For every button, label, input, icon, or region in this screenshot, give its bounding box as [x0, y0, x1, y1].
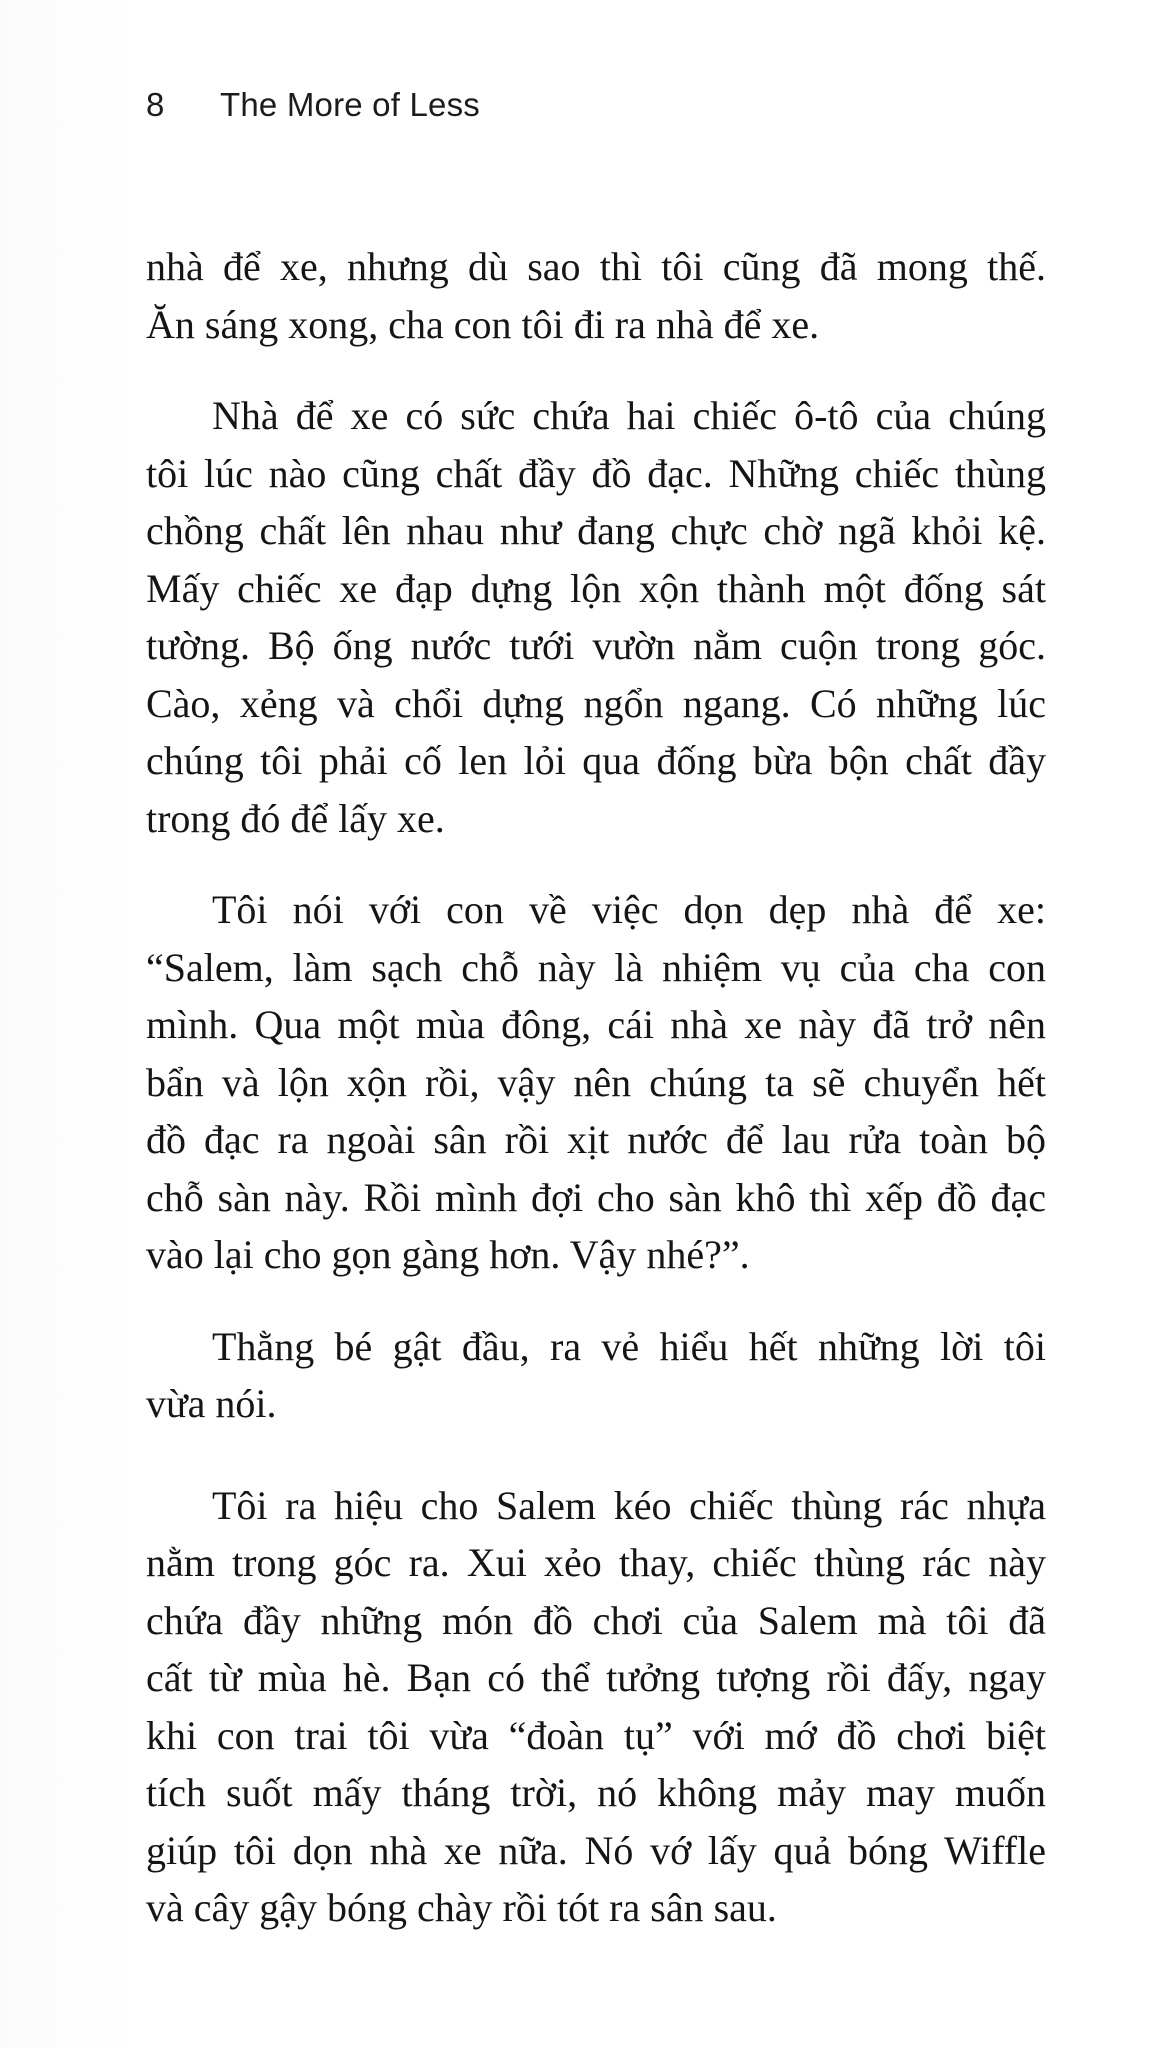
paragraph-gap: [146, 1433, 1046, 1477]
paragraph: [146, 238, 1046, 353]
paragraph-gap: [146, 1284, 1046, 1318]
paragraph: [146, 1477, 1046, 1937]
text-line: giúp tôi dọn nhà xe nữa. Nó vớ lấy quả bóng Wiffle: [146, 1827, 1046, 1873]
text-line: chứa đầy những món đồ chơi của Salem mà tôi đã: [146, 1597, 1046, 1643]
text-line: vào lại cho gọn gàng hơn. Vậy nhé?”.: [146, 1232, 750, 1277]
text-line: vừa nói.: [146, 1381, 277, 1426]
text-line: trong đó để lấy xe.: [146, 795, 445, 841]
text-line: chồng chất lên nhau như đang chực chờ ngã khỏi kệ.: [146, 508, 1046, 553]
running-head: [146, 86, 480, 124]
text-line: và cây gậy bóng chày rồi tót ra sân sau.: [146, 1885, 777, 1930]
text-line: Ăn sáng xong, cha con tôi đi ra nhà để xe.: [146, 301, 820, 347]
book-title: The More of Less: [220, 86, 480, 123]
text-line: “Salem, làm sạch chỗ này là nhiệm vụ của cha con: [146, 944, 1046, 990]
body-text: [146, 238, 1046, 1937]
text-line: tường. Bộ ống nước tưới vườn nằm cuộn trong góc.: [146, 623, 1046, 668]
text-line: Mấy chiếc xe đạp dựng lộn xộn thành một đống sát: [146, 565, 1046, 611]
text-line: cất từ mùa hè. Bạn có thể tưởng tượng rồi đấy, ngay: [146, 1655, 1046, 1700]
text-line: tích suốt mấy tháng trời, nó không mảy may muốn: [146, 1770, 1046, 1815]
text-line: chỗ sàn này. Rồi mình đợi cho sàn khô thì xếp đồ đạc: [146, 1174, 1046, 1220]
text-line: mình. Qua một mùa đông, cái nhà xe này đã trở nên: [146, 1002, 1046, 1047]
paragraph-gap: [146, 847, 1046, 881]
text-line: Thằng bé gật đầu, ra vẻ hiểu hết những lời tôi: [212, 1323, 1046, 1369]
text-line: tôi lúc nào cũng chất đầy đồ đạc. Những chiếc thùng: [146, 450, 1046, 496]
paragraph: [146, 881, 1046, 1284]
text-line: Nhà để xe có sức chứa hai chiếc ô-tô của chúng: [212, 393, 1046, 438]
text-line: khi con trai tôi vừa “đoàn tụ” với mớ đồ chơi biệt: [146, 1712, 1046, 1758]
text-line: nằm trong góc ra. Xui xẻo thay, chiếc thùng rác này: [146, 1540, 1046, 1585]
text-line: Tôi nói với con về việc dọn dẹp nhà để xe:: [212, 887, 1046, 932]
paragraph: [146, 1318, 1046, 1433]
text-line: Tôi ra hiệu cho Salem kéo chiếc thùng rác nhựa: [212, 1482, 1046, 1528]
text-line: bẩn và lộn xộn rồi, vậy nên chúng ta sẽ chuyển hết: [146, 1059, 1046, 1105]
text-line: đồ đạc ra ngoài sân rồi xịt nước để lau rửa toàn bộ: [146, 1117, 1046, 1162]
paragraph: [146, 387, 1046, 847]
text-line: chúng tôi phải cố len lỏi qua đống bừa bộn chất đầy: [146, 738, 1046, 783]
page-number: 8: [146, 86, 165, 123]
paragraph-gap: [146, 353, 1046, 387]
text-line: nhà để xe, nhưng dù sao thì tôi cũng đã mong thế.: [146, 244, 1046, 289]
text-line: Cào, xẻng và chổi dựng ngổn ngang. Có những lúc: [146, 680, 1046, 726]
